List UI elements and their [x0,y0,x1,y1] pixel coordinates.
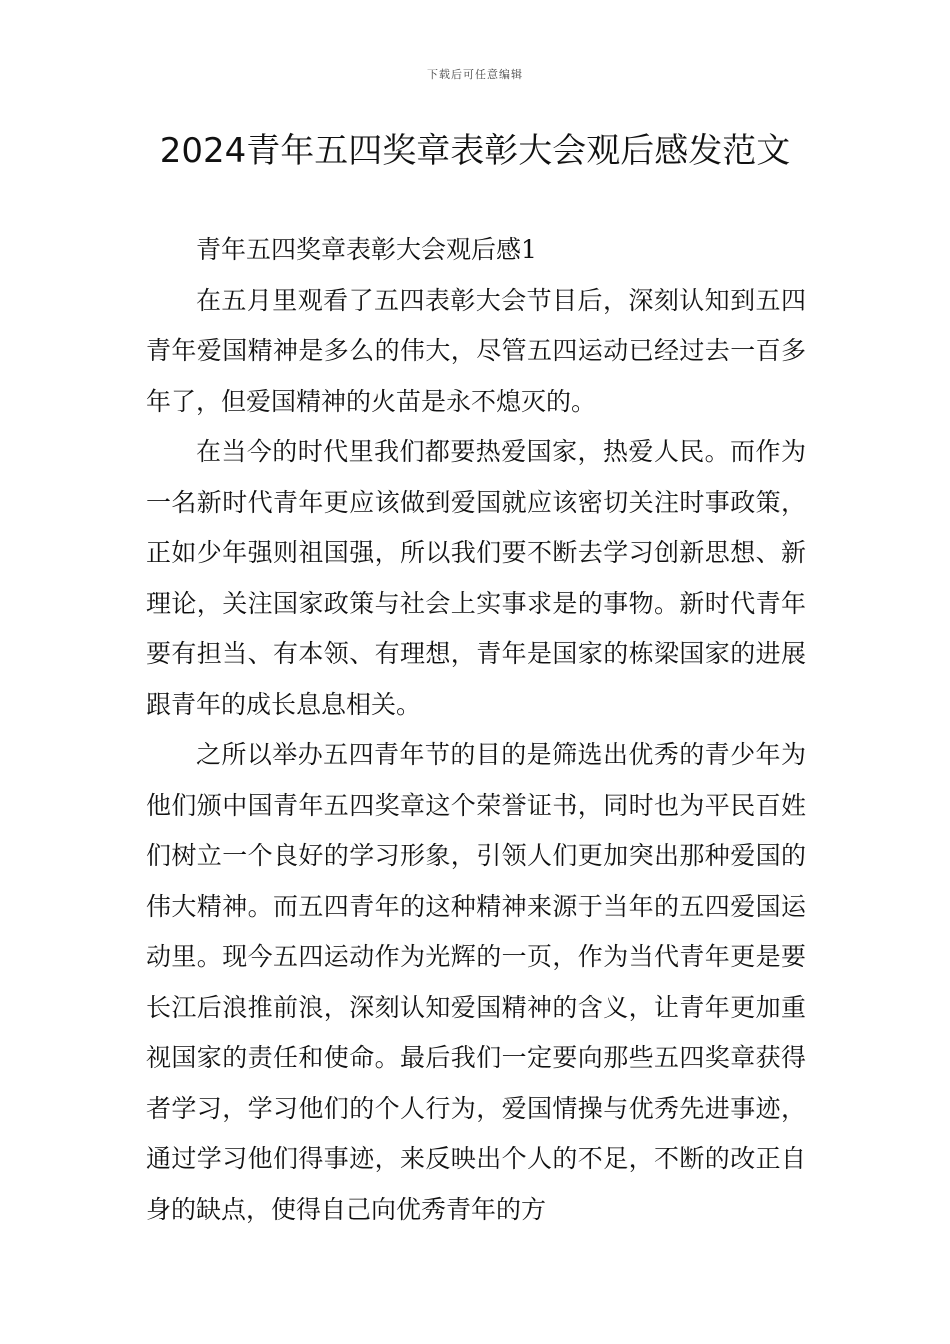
paragraph-1: 在五月里观看了五四表彰大会节目后，深刻认知到五四青年爱国精神是多么的伟大，尽管五四运动已经过去一百多年了，但爱国精神的火苗是永不熄灭的。 [146,285,806,416]
paragraph-2: 在当今的时代里我们都要热爱国家，热爱人民。而作为一名新时代青年更应该做到爱国就应该密切关注时事政策，正如少年强则祖国强，所以我们要不断去学习创新思想、新理论，关注国家政策与社会上实事求是的事物。新时代青年要有担当、有本领、有理想，青年是国家的栋梁国家的进展跟青年的成长息息相关。 [146,437,806,719]
document-body [146,225,806,1235]
section-subtitle: 青年五四奖章表彰大会观后感1 [196,235,537,264]
document-title: 2024青年五四奖章表彰大会观后感发范文 [159,131,791,171]
paragraph-3: 之所以举办五四青年节的目的是筛选出优秀的青少年为他们颁中国青年五四奖章这个荣誉证书，同时也为平民百姓们树立一个良好的学习形象，引领人们更加突出那种爱国的伟大精神。而五四青年的这种精神来源于当年的五四爱国运动里。现今五四运动作为光辉的一页，作为当代青年更是要长江后浪推前浪，深刻认知爱国精神的含义，让青年更加重视国家的责任和使命。最后我们一定要向那些五四奖章获得者学习，学习他们的个人行为，爱国情操与优秀先进事迹，通过学习他们得事迹，来反映出个人的不足，不断的改正自身的缺点，使得自己向优秀青年的方 [146,740,806,1224]
header-note: 下载后可任意编辑 [427,68,523,81]
